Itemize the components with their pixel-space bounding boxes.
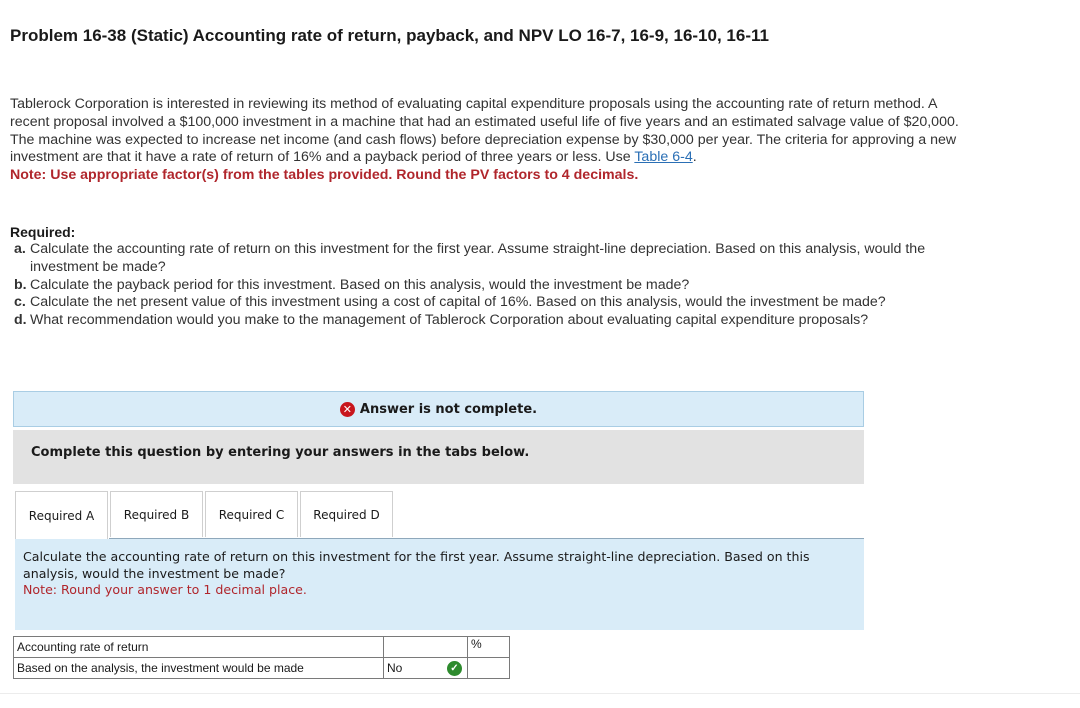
- required-text: Calculate the accounting rate of return on this investment for the first year. Assume straight-line depreciation. Based on this analysis, would the investment be made?: [30, 241, 926, 275]
- required-heading: Required:: [10, 224, 76, 240]
- instruction-box: [13, 430, 864, 484]
- x-circle-icon: ✕: [340, 402, 355, 417]
- problem-period: .: [692, 149, 697, 166]
- required-text: What recommendation would you make to the management of Tablerock Corporation about evaluating capital expenditure proposals?: [30, 312, 869, 329]
- investment-decision-select[interactable]: [384, 658, 468, 679]
- table-row: [14, 658, 510, 679]
- tab-required-d[interactable]: Required D: [300, 491, 393, 537]
- problem-note: Note: Use appropriate factor(s) from the tables provided. Round the PV factors to 4 decimals.: [10, 167, 639, 184]
- page-title: Problem 16-38 (Static) Accounting rate of return, payback, and NPV LO 16-7, 16-9, 16-10, 16-11: [10, 26, 769, 45]
- tab-panel: [15, 539, 864, 630]
- unit-label: %: [468, 637, 510, 658]
- required-letter: a.: [14, 241, 26, 257]
- required-text: Calculate the net present value of this investment using a cost of capital of 16%. Based on this analysis, would the investment be made?: [30, 294, 886, 311]
- tab-required-b[interactable]: Required B: [110, 491, 203, 537]
- row-label: Accounting rate of return: [14, 637, 384, 658]
- bottom-divider: [0, 693, 1080, 694]
- panel-note: Note: Round your answer to 1 decimal place.: [23, 582, 307, 597]
- tab-bar: [15, 491, 395, 539]
- required-text: Calculate the payback period for this investment. Based on this analysis, would the investment be made?: [30, 276, 690, 293]
- tab-required-a[interactable]: Required A: [15, 491, 108, 539]
- required-item-b: [14, 277, 934, 295]
- row-label: Based on the analysis, the investment would be made: [14, 658, 384, 679]
- required-letter: d.: [14, 312, 27, 329]
- answer-table: [13, 636, 510, 679]
- required-item-c: [14, 294, 934, 312]
- required-letter: c.: [14, 294, 26, 311]
- required-letter: b.: [14, 276, 27, 293]
- answer-status-text: Answer is not complete.: [359, 401, 538, 417]
- check-circle-icon: ✓: [447, 661, 462, 676]
- problem-body: Tablerock Corporation is interested in reviewing its method of evaluating capital expenditure proposals using the accounting rate of return method. A recent proposal involved a $100,000 investment in a machine that had an estimated useful life of five years and an estimated salvage value of $20,000. The machine was expected to increase net income (and cash flows) before depreciation expense by $30,000 per year. The criteria for approving a new investment are that it have a rate of return of 16% and a payback period of three years or less. Use: [10, 96, 959, 166]
- answer-status-banner: [13, 391, 864, 427]
- required-item-a: [14, 241, 934, 277]
- required-list: [14, 241, 934, 330]
- table-row: [14, 637, 510, 658]
- required-item-d: [14, 312, 934, 330]
- decision-value: No: [387, 661, 403, 675]
- tab-required-c[interactable]: Required C: [205, 491, 298, 537]
- panel-question: Calculate the accounting rate of return on this investment for the first year. Assume straight-line depreciation. Based on this analysis, would the investment be made?: [23, 549, 810, 581]
- accounting-rate-input[interactable]: [384, 637, 468, 658]
- unit-label: [468, 658, 510, 679]
- instruction-text: Complete this question by entering your answers in the tabs below.: [31, 445, 530, 460]
- table-6-4-link[interactable]: Table 6-4: [634, 149, 693, 166]
- problem-statement: [10, 96, 960, 185]
- panel-instructions: [23, 549, 853, 599]
